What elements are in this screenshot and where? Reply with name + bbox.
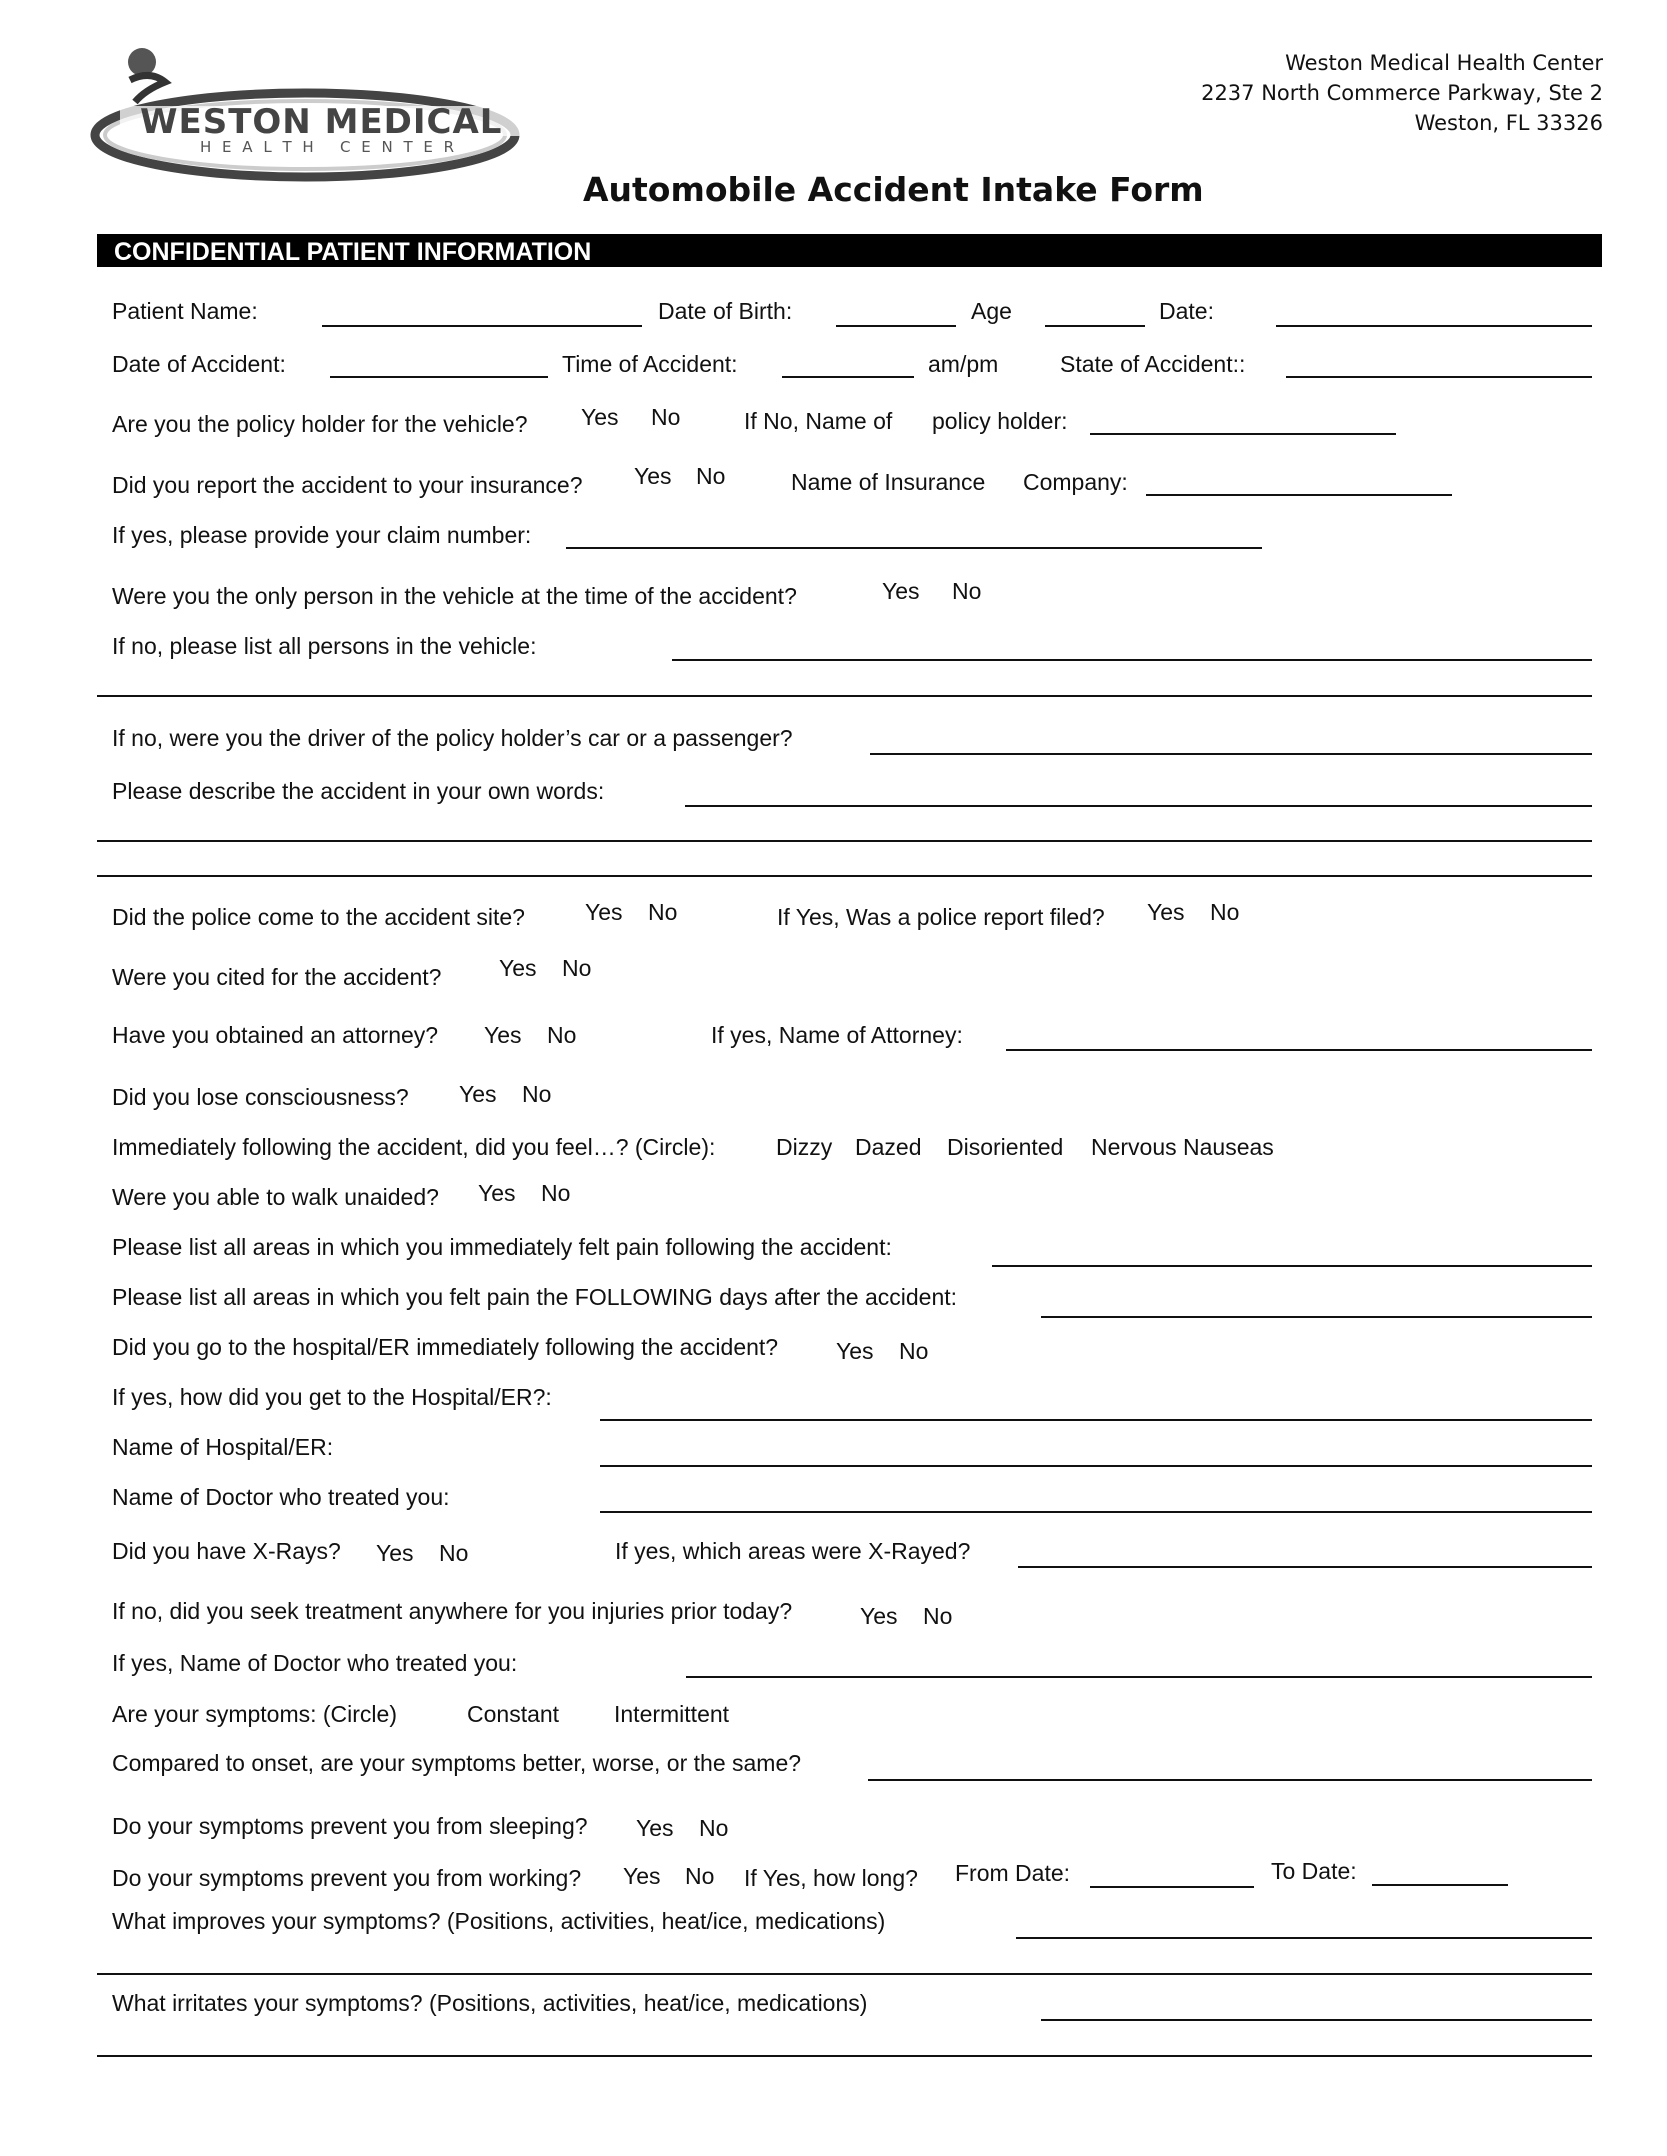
irritates-field[interactable] [1041, 2019, 1592, 2021]
section-header-text: CONFIDENTIAL PATIENT INFORMATION [114, 238, 592, 266]
consciousness-no[interactable]: No [522, 1081, 552, 1107]
name-of-insurance-label: Name of Insurance [791, 469, 986, 495]
hospital-no[interactable]: No [899, 1338, 929, 1364]
clinic-city: Weston, FL 33326 [1414, 111, 1603, 135]
pain-following-field[interactable] [1041, 1316, 1592, 1318]
report-insurance-question: Did you report the accident to your insurance? [112, 472, 583, 498]
xray-areas-field[interactable] [1018, 1566, 1592, 1568]
logo-text: WESTON MEDICAL [140, 102, 503, 142]
describe-accident-field-3[interactable] [97, 875, 1592, 877]
if-no-name-of-label: If No, Name of [744, 408, 893, 434]
to-date-label: To Date: [1271, 1858, 1357, 1884]
police-question: Did the police come to the accident site? [112, 904, 525, 930]
compared-onset-field[interactable] [868, 1779, 1592, 1781]
date-label: Date: [1159, 298, 1214, 324]
feel-option-disoriented[interactable]: Disoriented [947, 1134, 1064, 1160]
company-label: Company: [1023, 469, 1128, 495]
dob-field[interactable] [836, 325, 956, 327]
hospital-question: Did you go to the hospital/ER immediately following the accident? [112, 1334, 779, 1360]
walk-yes[interactable]: Yes [478, 1180, 516, 1206]
age-label: Age [971, 298, 1012, 324]
sleeping-question: Do your symptoms prevent you from sleeping? [112, 1813, 588, 1839]
clinic-address [1201, 48, 1603, 138]
policy-holder-label: policy holder: [932, 408, 1068, 434]
list-persons-field-2[interactable] [97, 695, 1592, 697]
hospital-how-field[interactable] [600, 1419, 1592, 1421]
attorney-yes[interactable]: Yes [484, 1022, 522, 1048]
working-yes[interactable]: Yes [623, 1863, 661, 1889]
to-date-field[interactable] [1372, 1884, 1508, 1886]
policy-holder-yes[interactable]: Yes [581, 404, 619, 430]
xray-yes[interactable]: Yes [376, 1540, 414, 1566]
attorney-name-label: If yes, Name of Attorney: [711, 1022, 963, 1048]
symptoms-constant[interactable]: Constant [467, 1701, 560, 1727]
working-question: Do your symptoms prevent you from working? [112, 1865, 582, 1891]
police-no[interactable]: No [648, 899, 678, 925]
logo [90, 40, 550, 190]
improves-label: What improves your symptoms? (Positions, activities, heat/ice, medications) [112, 1908, 886, 1934]
police-report-question: If Yes, Was a police report filed? [777, 904, 1105, 930]
cited-yes[interactable]: Yes [499, 955, 537, 981]
how-long-label: If Yes, how long? [744, 1865, 918, 1891]
report-insurance-yes[interactable]: Yes [634, 463, 672, 489]
pain-immediate-label: Please list all areas in which you immediately felt pain following the accident: [112, 1234, 892, 1260]
irritates-field-2[interactable] [97, 2055, 1592, 2057]
pain-immediate-field[interactable] [992, 1265, 1592, 1267]
insurance-company-field[interactable] [1146, 494, 1452, 496]
driver-or-passenger-field[interactable] [870, 753, 1592, 755]
attorney-no[interactable]: No [547, 1022, 577, 1048]
dob-label: Date of Birth: [658, 298, 793, 324]
policy-holder-name-field[interactable] [1090, 433, 1396, 435]
symptoms-question: Are your symptoms: (Circle) [112, 1701, 397, 1727]
claim-number-field[interactable] [566, 547, 1262, 549]
cited-question: Were you cited for the accident? [112, 964, 442, 990]
treatment-yes[interactable]: Yes [860, 1603, 898, 1629]
consciousness-question: Did you lose consciousness? [112, 1084, 409, 1110]
date-of-accident-field[interactable] [330, 376, 548, 378]
clinic-street: 2237 North Commerce Parkway, Ste 2 [1201, 81, 1603, 105]
consciousness-yes[interactable]: Yes [459, 1081, 497, 1107]
driver-or-passenger-label: If no, were you the driver of the policy holder’s car or a passenger? [112, 725, 793, 751]
improves-field[interactable] [1016, 1937, 1592, 1939]
sleeping-yes[interactable]: Yes [636, 1815, 674, 1841]
police-report-yes[interactable]: Yes [1147, 899, 1185, 925]
treatment-doctor-label: If yes, Name of Doctor who treated you: [112, 1650, 518, 1676]
date-field[interactable] [1276, 325, 1592, 327]
logo-subtext: H E A L T H C E N T E R [200, 138, 458, 156]
list-persons-field[interactable] [672, 659, 1592, 661]
treatment-no[interactable]: No [923, 1603, 953, 1629]
age-field[interactable] [1045, 325, 1145, 327]
attorney-question: Have you obtained an attorney? [112, 1022, 439, 1048]
policy-holder-question: Are you the policy holder for the vehicle? [112, 411, 528, 437]
hospital-how-label: If yes, how did you get to the Hospital/ER?: [112, 1384, 552, 1410]
policy-holder-no[interactable]: No [651, 404, 681, 430]
walk-question: Were you able to walk unaided? [112, 1184, 439, 1210]
attorney-name-field[interactable] [1006, 1049, 1592, 1051]
xray-areas-label: If yes, which areas were X-Rayed? [615, 1538, 971, 1564]
feel-option-dizzy[interactable]: Dizzy [776, 1134, 833, 1160]
patient-name-label: Patient Name: [112, 298, 258, 324]
claim-number-label: If yes, please provide your claim number: [112, 522, 532, 548]
xray-question: Did you have X-Rays? [112, 1538, 341, 1564]
walk-no[interactable]: No [541, 1180, 571, 1206]
only-person-yes[interactable]: Yes [882, 578, 920, 604]
list-persons-label: If no, please list all persons in the vehicle: [112, 633, 537, 659]
section-header [97, 234, 1602, 267]
compared-onset-label: Compared to onset, are your symptoms better, worse, or the same? [112, 1750, 802, 1776]
date-of-accident-label: Date of Accident: [112, 351, 286, 377]
report-insurance-no[interactable]: No [696, 463, 726, 489]
police-report-no[interactable]: No [1210, 899, 1240, 925]
describe-accident-field[interactable] [685, 805, 1592, 807]
from-date-label: From Date: [955, 1860, 1071, 1886]
hospital-name-label: Name of Hospital/ER: [112, 1434, 334, 1460]
form-title: Automobile Accident Intake Form [583, 170, 1204, 209]
treatment-question: If no, did you seek treatment anywhere for you injuries prior today? [112, 1598, 793, 1624]
state-of-accident-field[interactable] [1286, 376, 1592, 378]
only-person-no[interactable]: No [952, 578, 982, 604]
describe-accident-label: Please describe the accident in your own words: [112, 778, 605, 804]
doctor-name-field[interactable] [600, 1511, 1592, 1513]
symptoms-intermittent[interactable]: Intermittent [614, 1701, 730, 1727]
feel-question: Immediately following the accident, did you feel…? (Circle): [112, 1134, 716, 1160]
cited-no[interactable]: No [562, 955, 592, 981]
irritates-label: What irritates your symptoms? (Positions, activities, heat/ice, medications) [112, 1990, 868, 2016]
working-no[interactable]: No [685, 1863, 715, 1889]
improves-field-2[interactable] [97, 1973, 1592, 1975]
only-person-question: Were you the only person in the vehicle at the time of the accident? [112, 583, 797, 609]
doctor-name-label: Name of Doctor who treated you: [112, 1484, 450, 1510]
describe-accident-field-2[interactable] [97, 840, 1592, 842]
sleeping-no[interactable]: No [699, 1815, 729, 1841]
state-of-accident-label: State of Accident:: [1060, 351, 1246, 377]
pain-following-label: Please list all areas in which you felt pain the FOLLOWING days after the accident: [112, 1284, 958, 1310]
hospital-name-field[interactable] [600, 1465, 1592, 1467]
xray-no[interactable]: No [439, 1540, 469, 1566]
ampm-label: am/pm [928, 351, 999, 377]
feel-option-nervous-nauseas[interactable]: Nervous Nauseas [1091, 1134, 1274, 1160]
patient-name-field[interactable] [322, 325, 642, 327]
clinic-name: Weston Medical Health Center [1285, 51, 1603, 75]
police-yes[interactable]: Yes [585, 899, 623, 925]
hospital-yes[interactable]: Yes [836, 1338, 874, 1364]
time-of-accident-label: Time of Accident: [562, 351, 738, 377]
treatment-doctor-field[interactable] [686, 1676, 1592, 1678]
time-of-accident-field[interactable] [782, 376, 914, 378]
from-date-field[interactable] [1090, 1886, 1254, 1888]
feel-option-dazed[interactable]: Dazed [855, 1134, 922, 1160]
